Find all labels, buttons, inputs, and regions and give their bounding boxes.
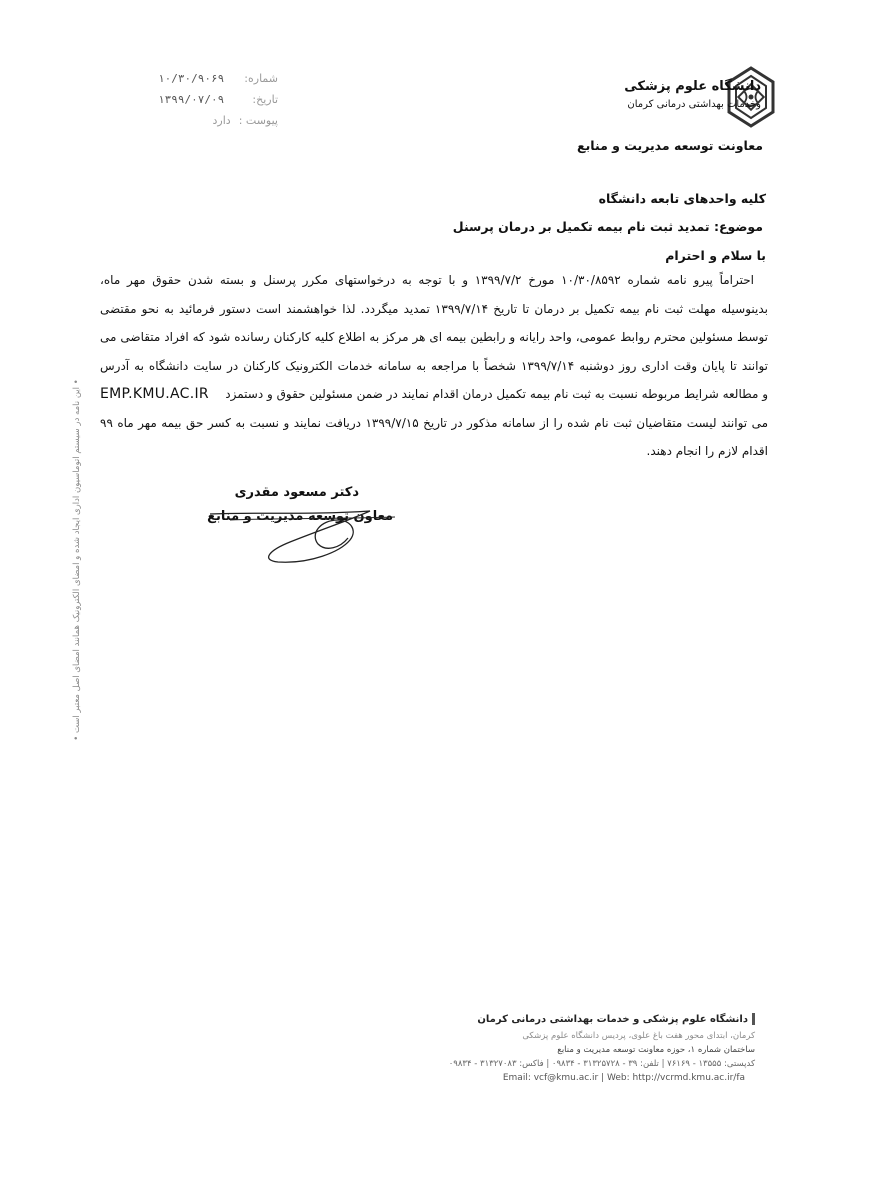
subject: موضوع: تمدید ثبت نام بیمه تکمیل بر درمان پرسنل	[452, 219, 763, 234]
footer-org: دانشگاه علوم پزشکی و خدمات بهداشتی درمانی کرمان	[370, 1013, 755, 1025]
footer-contact: کدپستی: ۱۳۵۵۵ - ۷۶۱۶۹ | تلفن: ۳۹ - ۳۱۳۲۵۷۲۸ - ۰۹۸۳۴ | فاکس: ۳۱۳۲۷۰۸۳ - ۰۹۸۳۴	[448, 1059, 755, 1069]
department-title: معاونت توسعه مدیریت و منابع	[577, 138, 763, 153]
footer-building: ساختمان شماره ۱، حوزه معاونت توسعه مدیریت و منابع	[557, 1045, 755, 1055]
org-subtitle: وخدمات بهداشتی درمانی کرمان	[627, 99, 761, 110]
number-value: ۱۰/۳۰/۹۰۶۹	[158, 72, 225, 85]
org-name: دانشگاه علوم پزشکی	[624, 79, 761, 94]
body-line: توسط مسئولین محترم روابط عمومی، واحد رایانه و رابطین بیمه ای هر مرکز به اطلاع کلیه کارکنان رسانده شود که افراد متقاضی می	[100, 330, 768, 344]
body-line: توانند تا پایان وقت اداری روز دوشنبه ۱۳۹۹/۷/۱۴ شخصاً با مراجعه به سامانه خدمات الکترونیک کارکنان در سایت دانشگاه به آدرس	[100, 358, 768, 373]
signatory-name: دکتر مسعود مقدری	[234, 485, 359, 500]
footer-web[interactable]: Email: vcf@kmu.ac.ir | Web: http://vcrmd.kmu.ac.ir/fa	[502, 1073, 745, 1083]
greeting: با سلام و احترام	[665, 248, 766, 263]
date-value: ۱۳۹۹/۰۷/۰۹	[158, 93, 225, 106]
body-line: احتراماً پیرو نامه شماره ۱۰/۳۰/۸۵۹۲ مورخ ۱۳۹۹/۷/۲ و با توجه به درخواستهای مکرر پرسنل و بسته شدن حقوق مهر ماه،	[100, 273, 754, 287]
body-line-with-url	[100, 380, 768, 409]
signatory-title: معاون توسعه مدیریت و منابع	[207, 509, 393, 524]
recipient: کلیه واحدهای تابعه دانشگاه	[598, 191, 766, 206]
attachment-value: دارد	[212, 114, 231, 127]
meta-attachment-row	[158, 110, 278, 131]
body-line: می توانند لیست متقاضیان ثبت نام شده را از سامانه مذکور در تاریخ ۱۳۹۹/۷/۱۵ دریافت نمایند و نسبت به کسر حق بیمه مهر ماه ۹۹	[100, 415, 768, 430]
body-line: اقدام لازم را انجام دهند.	[646, 444, 768, 458]
electronic-signature-note: • این نامه در سیستم اتوماسیون اداری ایجاد شده و امضای الکترونیک همانند امضای اصل معتبر است •	[72, 379, 82, 741]
footer-address: کرمان، ابتدای محور هفت باغ علوی، پردیس دانشگاه علوم پزشکی	[522, 1031, 755, 1041]
body-line: بدینوسیله مهلت ثبت نام بیمه تکمیل بر درمان تا تاریخ ۱۳۹۹/۷/۱۴ تمدید میگردد. لذا خواهشمند است دستور فرمائید به نحو مقتضی	[100, 301, 768, 316]
employee-portal-link[interactable]: EMP.KMU.AC.IR	[100, 386, 209, 402]
attachment-label: پیوست :	[238, 114, 278, 127]
letter-meta	[158, 68, 278, 131]
footer-bar-icon	[752, 1013, 755, 1025]
letter-footer	[370, 1013, 755, 1083]
body-line-text: و مطالعه شرایط مربوطه نسبت به ثبت نام بیمه تکمیل درمان اقدام نمایند در ضمن مسئولین حقوق و دستمزد	[225, 387, 768, 401]
meta-number-row	[158, 68, 278, 89]
handwritten-signature	[200, 490, 420, 570]
university-logo-icon	[725, 66, 777, 128]
number-label: شماره:	[244, 72, 278, 85]
letter-body	[100, 266, 768, 466]
meta-date-row	[158, 89, 278, 110]
date-label: تاریخ:	[252, 93, 278, 106]
